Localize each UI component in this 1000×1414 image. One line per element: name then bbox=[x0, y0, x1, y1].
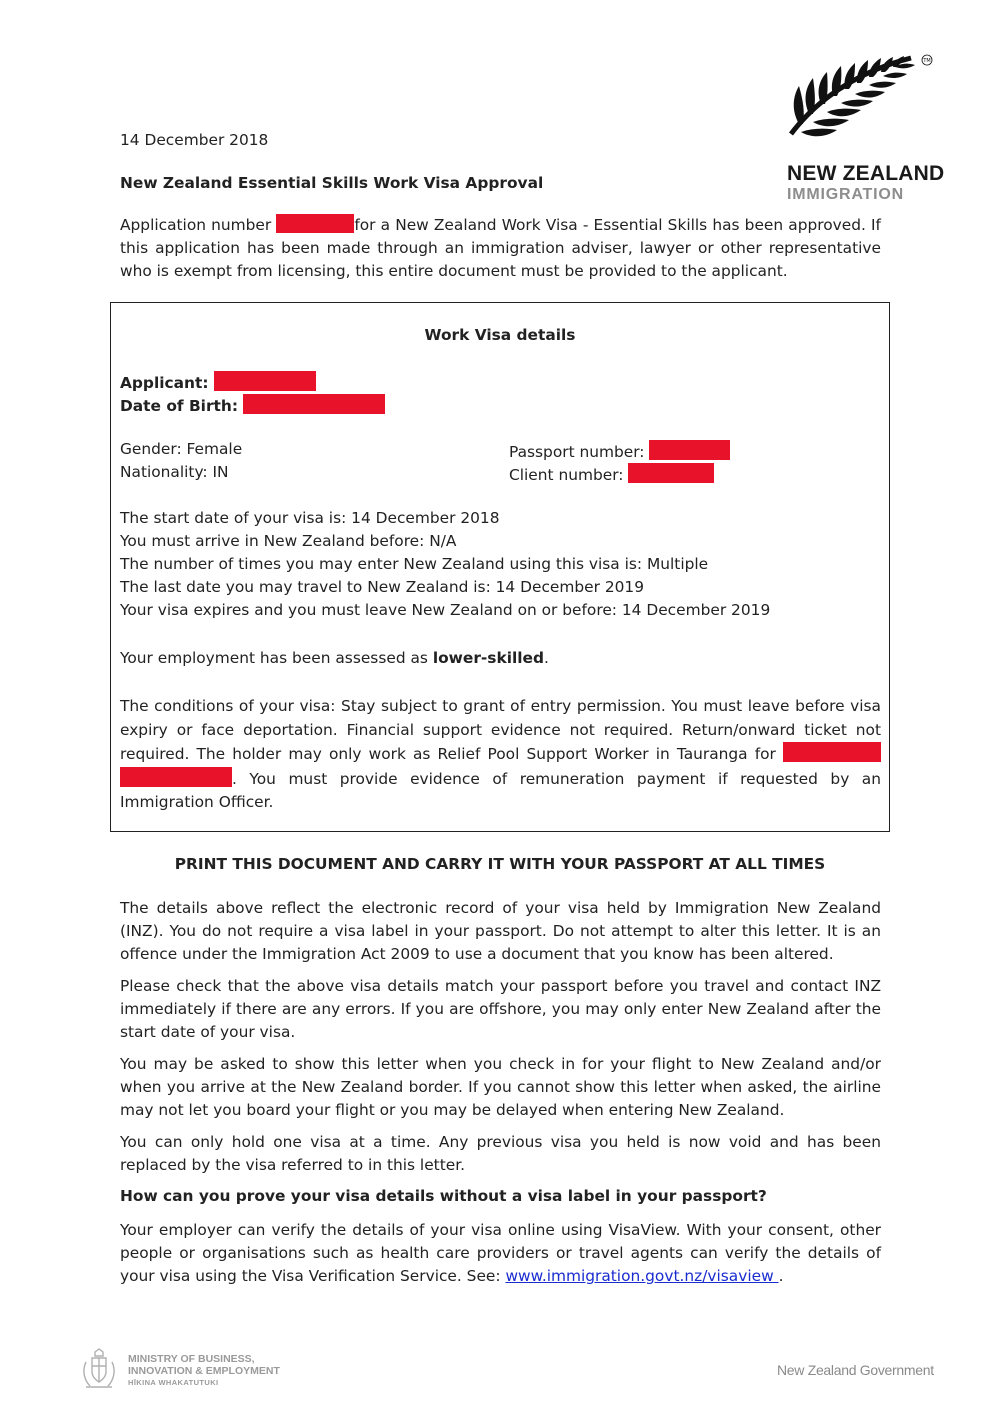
paragraph-show-letter: You may be asked to show this letter when you check in for your flight to New Zealand and/or when you arrive at the New Zealand border. If you cannot show this letter when asked, the airline may not let you board your flight or you may be delayed when entering New Zealand. bbox=[120, 1055, 881, 1119]
visaview-link[interactable]: www.immigration.govt.nz/visaview bbox=[505, 1267, 779, 1285]
mbie-line3: HĪKINA WHAKATUTUKI bbox=[128, 1378, 219, 1387]
mbie-line2: INNOVATION & EMPLOYMENT bbox=[128, 1365, 280, 1377]
paragraph-visaview bbox=[120, 1219, 881, 1288]
visa-conditions bbox=[120, 695, 881, 815]
visaview-text: Your employer can verify the details of your visa online using VisaView. With your consent, other people or organisations such as health care providers or travel agents can verify the details of your visa using the Visa Verification Service. See: bbox=[120, 1221, 881, 1285]
employment-prefix: Your employment has been assessed as bbox=[120, 649, 433, 667]
entries-allowed: The number of times you may enter New Zealand using this visa is: Multiple bbox=[120, 555, 709, 573]
redacted-application-number bbox=[276, 214, 354, 233]
redacted-employer-2 bbox=[120, 767, 232, 787]
arrive-before: You must arrive in New Zealand before: N/A bbox=[120, 532, 457, 550]
coat-of-arms-icon bbox=[78, 1348, 120, 1390]
applicant-label: Applicant: bbox=[120, 374, 209, 392]
visaview-end: . bbox=[778, 1267, 784, 1285]
visa-start-date: The start date of your visa is: 14 December 2018 bbox=[120, 509, 500, 527]
employment-assessment bbox=[120, 649, 549, 667]
employment-level: lower-skilled bbox=[432, 649, 544, 667]
passport-label: Passport number: bbox=[509, 443, 645, 461]
mbie-footer-logo bbox=[78, 1348, 318, 1392]
intro-prefix: Application number bbox=[120, 216, 277, 234]
paragraph-electronic-record: The details above reflect the electronic record of your visa held by Immigration New Zealand (INZ). You do not require a visa label in your passport. Do not attempt to alter this letter. It is an offence under the Immigration Act 2009 to use a document that you know has been altered. bbox=[120, 899, 881, 963]
paragraph-check-details: Please check that the above visa details match your passport before you travel and contact INZ immediately if there are any errors. If you are offshore, you may only enter New Zealand after the start date of your visa. bbox=[120, 977, 881, 1041]
passport-row bbox=[509, 440, 730, 461]
applicant-row bbox=[120, 371, 316, 392]
dob-label: Date of Birth: bbox=[120, 397, 239, 415]
nz-government-logo: New Zealand Government bbox=[777, 1362, 934, 1378]
letter-title: New Zealand Essential Skills Work Visa Approval bbox=[120, 174, 544, 192]
trademark-icon bbox=[921, 54, 933, 66]
redacted-passport-number bbox=[649, 440, 730, 460]
visa-details-box bbox=[110, 302, 890, 832]
proof-heading: How can you prove your visa details without a visa label in your passport? bbox=[120, 1187, 767, 1205]
nz-immigration-logo bbox=[785, 52, 945, 212]
client-row bbox=[509, 463, 714, 484]
conditions-text-1: The conditions of your visa: Stay subject to grant of entry permission. You must leave before visa expiry or face deportation. Financial support evidence not required. Return/onward ticket not required. The holder may only work as Relief Pool Support Worker in Tauranga for bbox=[120, 697, 881, 763]
dob-row bbox=[120, 394, 385, 415]
gender: Gender: Female bbox=[120, 440, 243, 458]
redacted-date-of-birth bbox=[243, 394, 385, 414]
intro-paragraph bbox=[120, 214, 881, 283]
nationality: Nationality: IN bbox=[120, 463, 229, 481]
logo-brand-line1: NEW ZEALAND bbox=[787, 162, 945, 185]
intro-text: for a New Zealand Work Visa - Essential Skills has been approved. If this application has been made through an immigration adviser, lawyer or other representative who is exempt from licensing, this entire document must be provided to the applicant. bbox=[120, 216, 881, 280]
last-travel-date: The last date you may travel to New Zealand is: 14 December 2019 bbox=[120, 578, 644, 596]
print-notice-heading: PRINT THIS DOCUMENT AND CARRY IT WITH YOUR PASSPORT AT ALL TIMES bbox=[174, 855, 826, 873]
mbie-line1: MINISTRY OF BUSINESS, bbox=[128, 1353, 255, 1365]
redacted-client-number bbox=[628, 463, 714, 483]
visa-expiry: Your visa expires and you must leave New Zealand on or before: 14 December 2019 bbox=[120, 601, 771, 619]
client-label: Client number: bbox=[509, 466, 624, 484]
letter-date: 14 December 2018 bbox=[120, 131, 269, 149]
redacted-applicant-name bbox=[214, 371, 316, 391]
redacted-employer-1 bbox=[783, 742, 881, 762]
employment-suffix: . bbox=[544, 649, 549, 667]
logo-brand-line2: IMMIGRATION bbox=[787, 186, 904, 203]
paragraph-one-visa: You can only hold one visa at a time. Any previous visa you held is now void and has been replaced by the visa referred to in this letter. bbox=[120, 1133, 881, 1174]
svg-text:TM: TM bbox=[923, 58, 931, 64]
conditions-text-2: . You must provide evidence of remuneration payment if requested by an Immigration Officer. bbox=[120, 769, 881, 811]
visa-details-heading: Work Visa details bbox=[424, 326, 576, 344]
silver-fern-icon bbox=[785, 52, 935, 162]
